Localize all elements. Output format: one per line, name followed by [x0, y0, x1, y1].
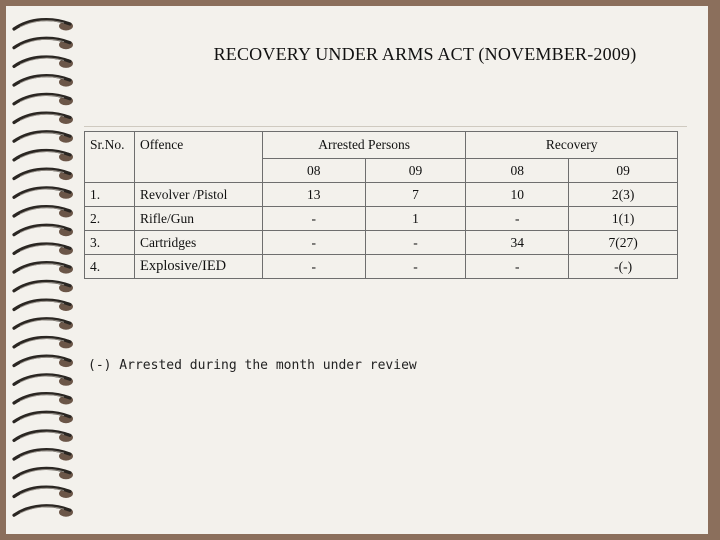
row-arrested-09: 1: [365, 207, 466, 231]
row-offence: Cartridges: [134, 231, 262, 255]
row-recovery-08: -: [466, 255, 569, 279]
row-offence: Rifle/Gun: [134, 207, 262, 231]
binding-ring: [14, 281, 73, 292]
row-recovery-09: 2(3): [569, 183, 678, 207]
binding-ring: [14, 169, 73, 180]
row-sr: 3.: [85, 231, 135, 255]
row-recovery-08: 10: [466, 183, 569, 207]
table-row: [85, 255, 678, 279]
divider-line: [84, 126, 687, 127]
row-recovery-09: -(-): [569, 255, 678, 279]
header-sr-no: Sr.No.: [85, 132, 135, 183]
row-sr: 4.: [85, 255, 135, 279]
row-offence: Explosive/IED: [134, 255, 262, 279]
year-recovery-09: 09: [569, 159, 678, 183]
row-arrested-08: -: [262, 207, 365, 231]
recovery-table: [84, 131, 678, 279]
binding-ring: [14, 487, 73, 498]
row-offence: Revolver /Pistol: [134, 183, 262, 207]
binding-ring: [14, 113, 73, 124]
binding-ring: [14, 394, 73, 405]
binding-ring: [14, 132, 73, 143]
binding-ring: [14, 207, 73, 218]
table-header-row: [85, 132, 678, 159]
binding-ring: [14, 319, 73, 330]
row-recovery-08: 34: [466, 231, 569, 255]
year-arrested-09: 09: [365, 159, 466, 183]
binding-ring: [14, 150, 73, 161]
binding-ring: [14, 57, 73, 68]
binding-ring: [14, 94, 73, 105]
binding-ring: [14, 506, 73, 517]
binding-ring: [14, 375, 73, 386]
binding-ring: [14, 244, 73, 255]
header-offence: Offence: [134, 132, 262, 183]
binding-ring: [14, 412, 73, 423]
binding-ring: [14, 337, 73, 348]
row-recovery-09: 7(27): [569, 231, 678, 255]
row-arrested-08: 13: [262, 183, 365, 207]
row-recovery-09: 1(1): [569, 207, 678, 231]
binding-ring: [14, 450, 73, 461]
binding-ring: [14, 20, 73, 31]
row-sr: 1.: [85, 183, 135, 207]
binding-ring: [14, 300, 73, 311]
page-title: RECOVERY UNDER ARMS ACT (NOVEMBER-2009): [213, 44, 637, 64]
year-recovery-08: 08: [466, 159, 569, 183]
binding-ring: [14, 263, 73, 274]
table-row: [85, 183, 678, 207]
header-arrested-persons: Arrested Persons: [262, 132, 466, 159]
row-arrested-08: -: [262, 255, 365, 279]
year-arrested-08: 08: [262, 159, 365, 183]
row-arrested-09: -: [365, 255, 466, 279]
binding-ring: [14, 38, 73, 49]
header-recovery: Recovery: [466, 132, 678, 159]
binding-ring: [14, 225, 73, 236]
binding-ring: [14, 431, 73, 442]
binding-ring: [14, 76, 73, 87]
row-arrested-08: -: [262, 231, 365, 255]
table-row: [85, 231, 678, 255]
binding-ring: [14, 356, 73, 367]
spiral-binding: [0, 0, 90, 540]
row-arrested-09: 7: [365, 183, 466, 207]
table-row: [85, 207, 678, 231]
footnote: (-) Arrested during the month under review: [88, 358, 417, 373]
binding-ring: [14, 468, 73, 479]
row-recovery-08: -: [466, 207, 569, 231]
row-sr: 2.: [85, 207, 135, 231]
binding-ring: [14, 188, 73, 199]
row-arrested-09: -: [365, 231, 466, 255]
